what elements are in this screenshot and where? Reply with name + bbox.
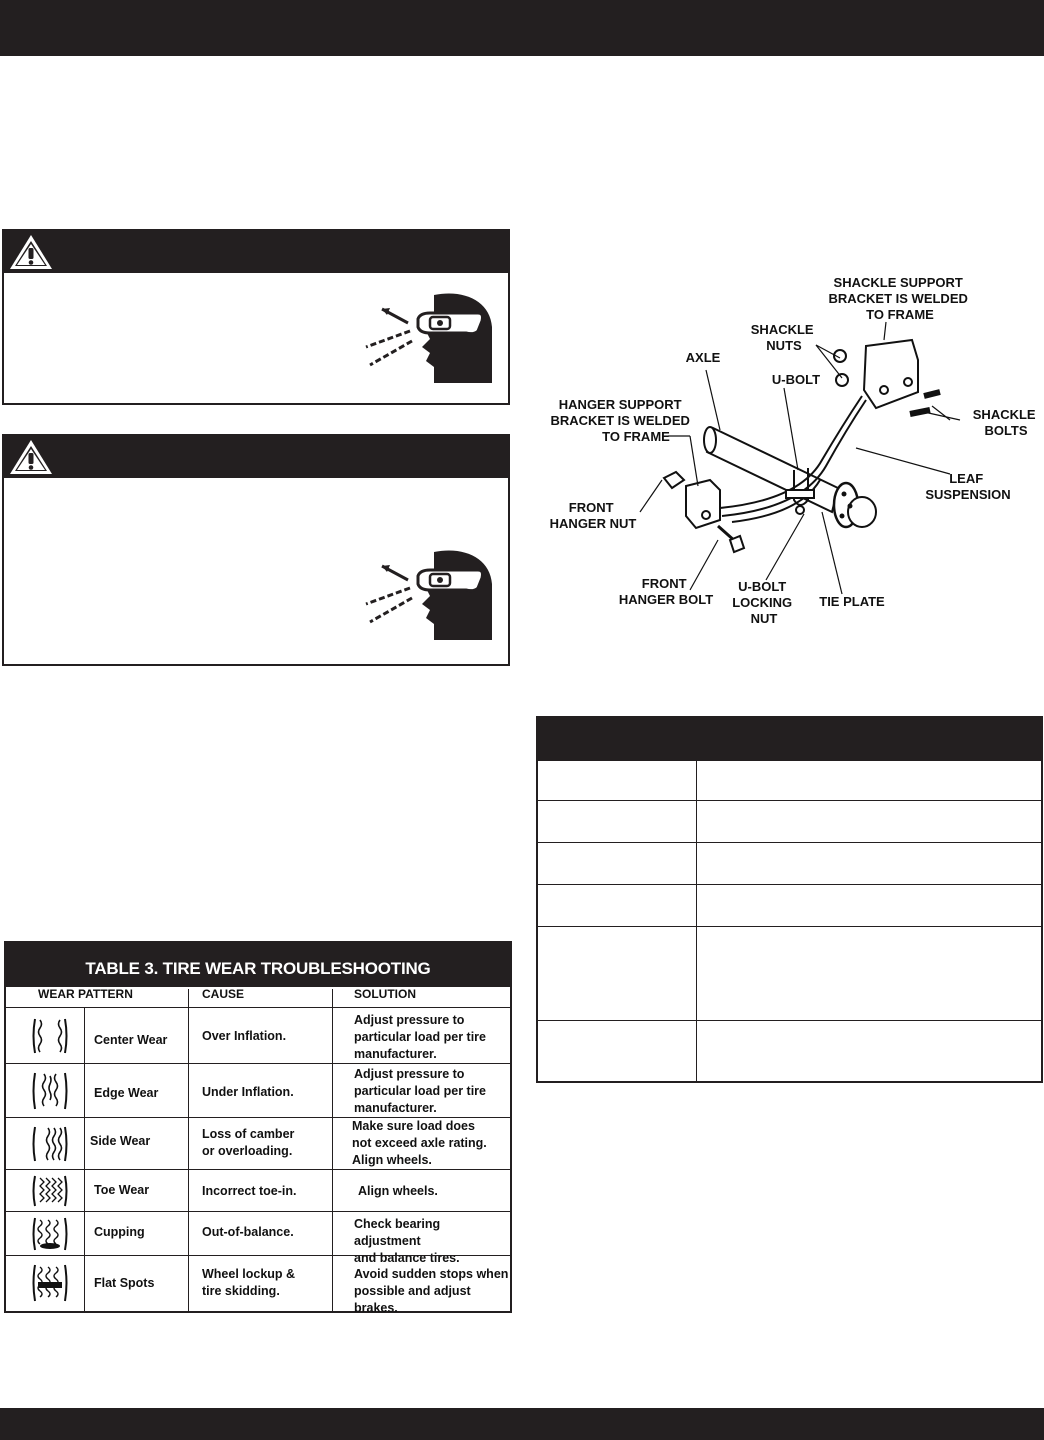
solution-cell: Align wheels. [358, 1184, 438, 1198]
axle-tube [704, 427, 838, 512]
spec-table-header [538, 718, 1041, 760]
safety-goggles-icon [360, 287, 500, 387]
wear-pattern: Center Wear [94, 1033, 168, 1047]
label-shackle-nuts: SHACKLE NUTS [750, 322, 814, 353]
tire-tread-icon [32, 1124, 68, 1164]
label-hanger-support: HANGER SUPPORT BRACKET IS WELDED TO FRAME [550, 397, 690, 444]
tire-tread-icon [32, 1174, 68, 1208]
header-bar [0, 0, 1044, 56]
solution-cell: Make sure load does not exceed axle rating. Align wheels. [352, 1119, 487, 1167]
warning-header [4, 436, 508, 478]
column-header-cause: CAUSE [202, 987, 245, 1001]
table-row [538, 800, 1041, 842]
warning-triangle-icon [8, 438, 54, 476]
wear-pattern: Edge Wear [94, 1086, 159, 1100]
wear-pattern: Toe Wear [94, 1183, 150, 1197]
label-front-hanger-nut: FRONT HANGER NUT [549, 500, 637, 531]
tire-wear-table [4, 941, 512, 1313]
solution-cell: Check bearing adjustment and balance tires. [354, 1217, 460, 1265]
hanger-bracket [664, 472, 744, 552]
tire-tread-icon [32, 1262, 68, 1304]
wear-pattern: Cupping [94, 1225, 145, 1239]
footer-bar [0, 1408, 1044, 1440]
table-row [538, 760, 1041, 800]
table-title: TABLE 3. TIRE WEAR TROUBLESHOOTING [6, 943, 510, 987]
solution-cell: Adjust pressure to particular load per tire manufacturer. [354, 1013, 486, 1061]
solution-cell: Adjust pressure to particular load per tire manufacturer. [354, 1067, 486, 1115]
tire-tread-icon [32, 1070, 68, 1112]
cause-cell: Wheel lockup & tire skidding. [202, 1267, 296, 1298]
warning-box-2 [2, 434, 510, 666]
column-header-wear-pattern: WEAR PATTERN [38, 987, 133, 1001]
label-front-hanger-bolt: FRONT HANGER BOLT [618, 576, 714, 607]
label-leaf-suspension: LEAF SUSPENSION [925, 471, 1011, 502]
table-row [6, 1117, 510, 1169]
label-tie-plate: TIE PLATE [819, 594, 885, 609]
wheel-hub [834, 483, 876, 527]
label-u-bolt-locking-nut: U-BOLT LOCKING NUT [732, 579, 793, 626]
warning-box-1 [2, 229, 510, 405]
tire-tread-icon [32, 1216, 68, 1252]
table-row [6, 1169, 510, 1211]
warning-header [4, 231, 508, 273]
cause-cell: Under Inflation. [202, 1085, 294, 1099]
label-shackle-support: SHACKLE SUPPORT BRACKET IS WELDED TO FRAME [828, 275, 968, 322]
cause-cell: Loss of camber or overloading. [202, 1127, 295, 1158]
torque-spec-table [536, 716, 1043, 1083]
cause-cell: Out-of-balance. [202, 1225, 294, 1239]
table-row [6, 1063, 510, 1117]
safety-goggles-icon [360, 544, 500, 644]
warning-triangle-icon [8, 233, 54, 271]
table-row [538, 926, 1041, 1020]
wear-pattern: Flat Spots [94, 1276, 155, 1290]
label-axle: AXLE [685, 350, 721, 365]
label-shackle-bolts: SHACKLE BOLTS [972, 407, 1036, 438]
cause-cell: Incorrect toe-in. [202, 1184, 297, 1198]
table-row [6, 1211, 510, 1265]
solution-cell: Avoid sudden stops when possible and adjust brakes. [354, 1267, 509, 1315]
leaf-suspension-diagram [536, 268, 1042, 640]
table-row [6, 1255, 510, 1315]
wear-pattern: Side Wear [90, 1134, 151, 1148]
table-row [538, 842, 1041, 884]
column-divider [696, 760, 697, 1081]
tire-tread-icon [32, 1016, 68, 1056]
shackle-bracket [834, 340, 940, 414]
table-row [538, 1020, 1041, 1081]
label-u-bolt: U-BOLT [771, 372, 821, 387]
table-row [538, 884, 1041, 926]
table-row [6, 1007, 510, 1063]
column-header-solution: SOLUTION [354, 987, 416, 1001]
cause-cell: Over Inflation. [202, 1029, 287, 1043]
